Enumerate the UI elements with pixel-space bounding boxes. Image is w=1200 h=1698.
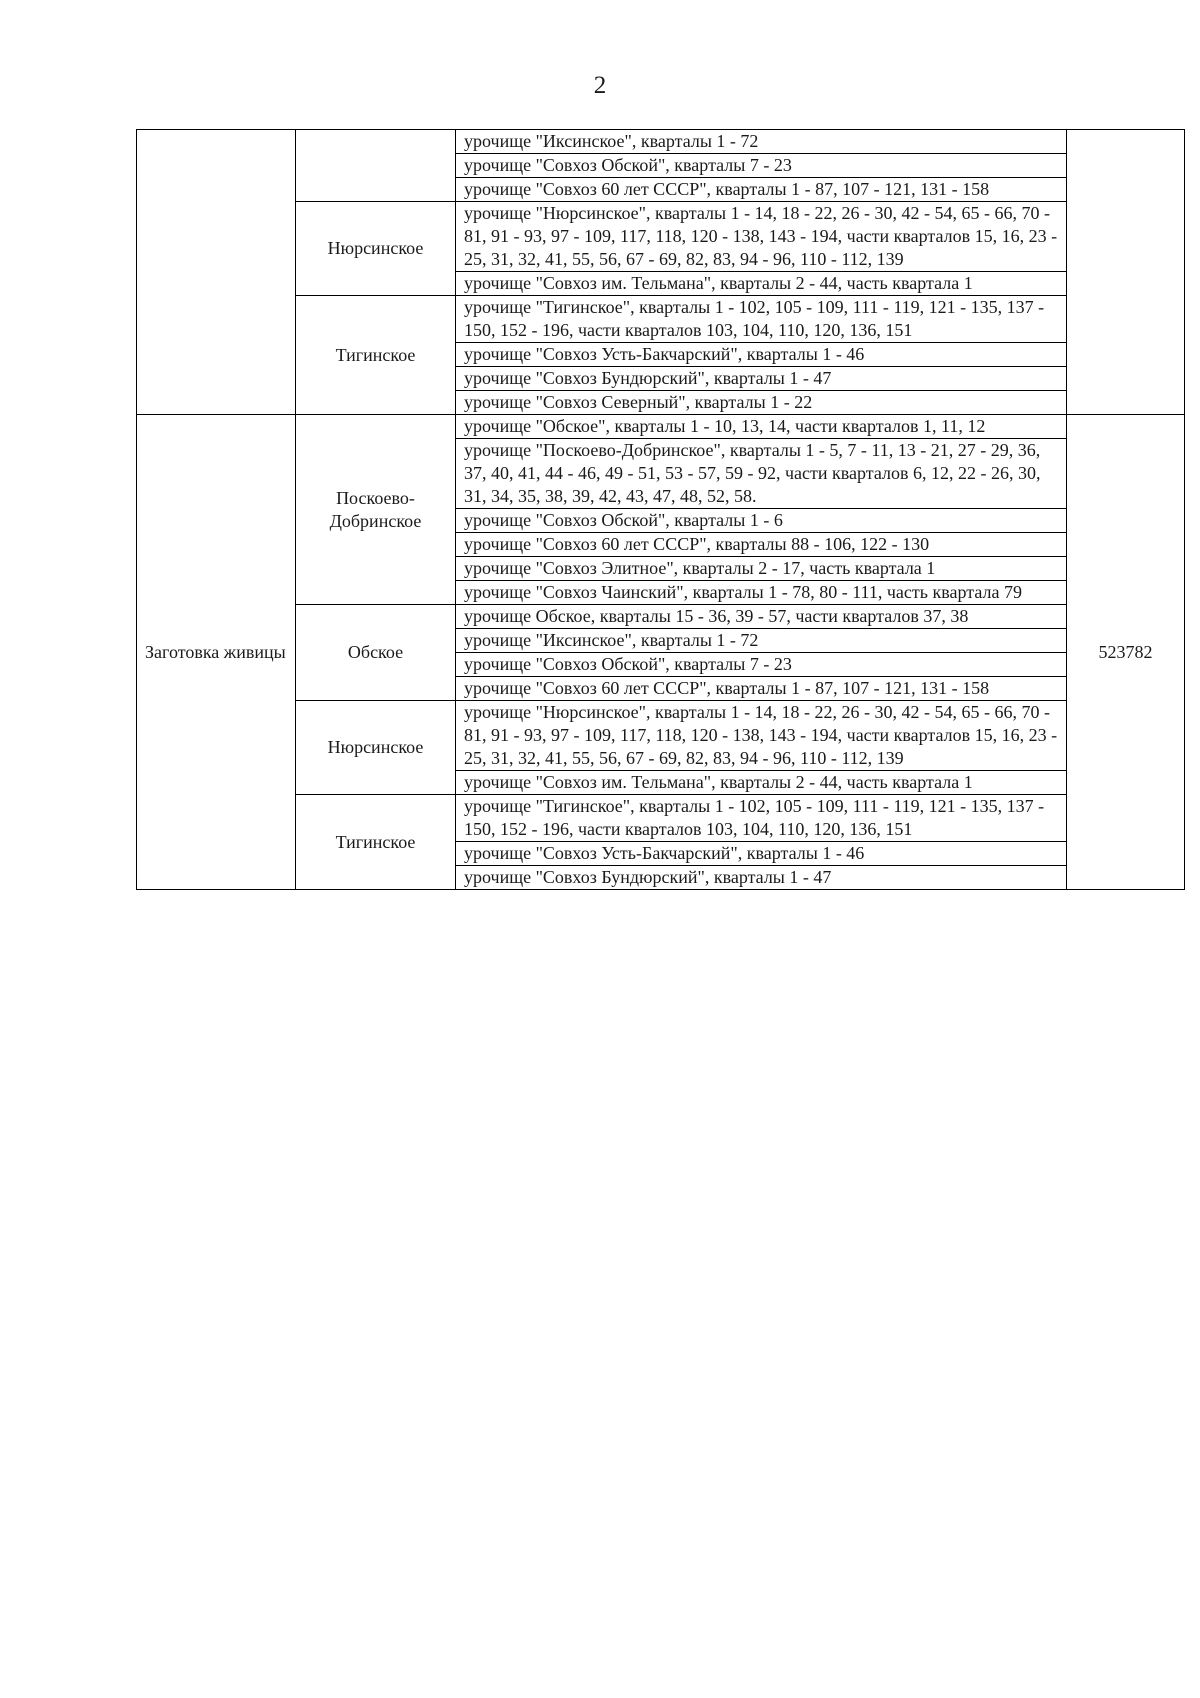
place-cell: урочище "Тигинское", кварталы 1 - 102, 105 - 109, 111 - 119, 121 - 135, 137 - 150, 152 - 196, части кварталов 103, 104, 110, 120, 136, 151 <box>456 795 1067 842</box>
place-cell: урочище "Совхоз Усть-Бакчарский", кварталы 1 - 46 <box>456 343 1067 367</box>
place-cell: урочище "Совхоз Элитное", кварталы 2 - 17, часть квартала 1 <box>456 557 1067 581</box>
volume-cell <box>1067 130 1185 415</box>
work-type-cell: Заготовка живицы <box>137 415 296 890</box>
volume-cell: 523782 <box>1067 415 1185 890</box>
place-cell: урочище "Совхоз Чаинский", кварталы 1 - 78, 80 - 111, часть квартала 79 <box>456 581 1067 605</box>
place-cell: урочище "Совхоз им. Тельмана", кварталы 2 - 44, часть квартала 1 <box>456 771 1067 795</box>
forestry-cell: Нюрсинское <box>296 701 456 795</box>
page-number: 2 <box>593 72 607 99</box>
place-cell: урочище "Совхоз Обской", кварталы 7 - 23 <box>456 653 1067 677</box>
forestry-table <box>136 129 1185 890</box>
place-cell: урочище "Совхоз 60 лет СССР", кварталы 1 - 87, 107 - 121, 131 - 158 <box>456 178 1067 202</box>
place-cell: урочище "Совхоз Бундюрский", кварталы 1 - 47 <box>456 866 1067 890</box>
place-cell: урочище "Иксинское", кварталы 1 - 72 <box>456 629 1067 653</box>
place-cell: урочище "Совхоз Северный", кварталы 1 - 22 <box>456 391 1067 415</box>
place-cell: урочище "Совхоз Усть-Бакчарский", кварталы 1 - 46 <box>456 842 1067 866</box>
forestry-cell <box>296 130 456 202</box>
forestry-cell: Тигинское <box>296 296 456 415</box>
place-cell: урочище "Поскоево-Добринское", кварталы 1 - 5, 7 - 11, 13 - 21, 27 - 29, 36, 37, 40, 41, 44 - 46, 49 - 51, 53 - 57, 59 - 92, части кварталов 6, 12, 22 - 26, 30, 31, 34, 35, 38, 39, 42, 43, 47, 48, 52, 58. <box>456 439 1067 509</box>
place-cell: урочище "Совхоз Обской", кварталы 1 - 6 <box>456 509 1067 533</box>
forestry-cell: Нюрсинское <box>296 202 456 296</box>
place-cell: урочище Обское, кварталы 15 - 36, 39 - 57, части кварталов 37, 38 <box>456 605 1067 629</box>
table-row <box>137 130 1185 154</box>
forestry-cell: Поскоево-Добринское <box>296 415 456 605</box>
place-cell: урочище "Обское", кварталы 1 - 10, 13, 14, части кварталов 1, 11, 12 <box>456 415 1067 439</box>
place-cell: урочище "Совхоз 60 лет СССР", кварталы 1 - 87, 107 - 121, 131 - 158 <box>456 677 1067 701</box>
table-row <box>137 415 1185 439</box>
place-cell: урочище "Совхоз им. Тельмана", кварталы 2 - 44, часть квартала 1 <box>456 272 1067 296</box>
place-cell: урочище "Совхоз 60 лет СССР", кварталы 88 - 106, 122 - 130 <box>456 533 1067 557</box>
place-cell: урочище "Нюрсинское", кварталы 1 - 14, 18 - 22, 26 - 30, 42 - 54, 65 - 66, 70 - 81, 91 - 93, 97 - 109, 117, 118, 120 - 138, 143 - 194, части кварталов 15, 16, 23 - 25, 31, 32, 41, 55, 56, 67 - 69, 82, 83, 94 - 96, 110 - 112, 139 <box>456 701 1067 771</box>
place-cell: урочище "Нюрсинское", кварталы 1 - 14, 18 - 22, 26 - 30, 42 - 54, 65 - 66, 70 - 81, 91 - 93, 97 - 109, 117, 118, 120 - 138, 143 - 194, части кварталов 15, 16, 23 - 25, 31, 32, 41, 55, 56, 67 - 69, 82, 83, 94 - 96, 110 - 112, 139 <box>456 202 1067 272</box>
table-body <box>137 130 1185 890</box>
place-cell: урочище "Тигинское", кварталы 1 - 102, 105 - 109, 111 - 119, 121 - 135, 137 - 150, 152 - 196, части кварталов 103, 104, 110, 120, 136, 151 <box>456 296 1067 343</box>
place-cell: урочище "Совхоз Обской", кварталы 7 - 23 <box>456 154 1067 178</box>
forestry-cell: Обское <box>296 605 456 701</box>
place-cell: урочище "Иксинское", кварталы 1 - 72 <box>456 130 1067 154</box>
work-type-cell <box>137 130 296 415</box>
place-cell: урочище "Совхоз Бундюрский", кварталы 1 - 47 <box>456 367 1067 391</box>
forestry-cell: Тигинское <box>296 795 456 890</box>
